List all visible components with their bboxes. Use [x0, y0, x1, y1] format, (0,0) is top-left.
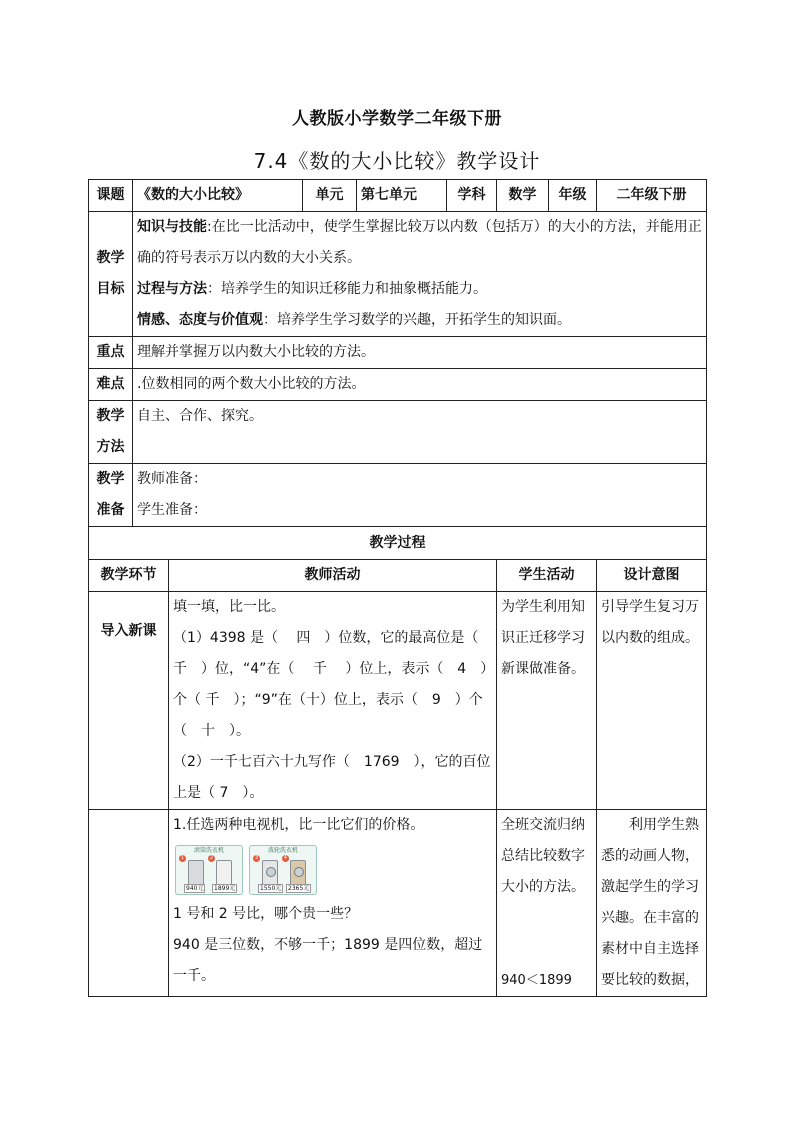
goal-emotion-text: ：培养学生学习数学的兴趣，开拓学生的知识面。 — [263, 312, 571, 328]
info-row — [89, 180, 707, 212]
compare-row — [89, 810, 707, 997]
intro-stage-label: 导入新课 — [100, 623, 157, 639]
compare-student-text: 全班交流归纳总结比较数字大小的方法。 — [501, 817, 585, 895]
intro-student: 为学生利用知识正迁移学习新课做准备。 — [497, 592, 597, 810]
process-header-row — [89, 560, 707, 592]
intro-line-2: （1）4398 是（ 四 ）位数，它的最高位是（ 千 ）位，“4”在（ 千 ）位上，表示（ 4 ）个（ 千 ）；“9”在（十）位上，表示（ 9 ）个（ 十 ）。 — [173, 630, 493, 739]
washing-machine-3-icon — [262, 860, 278, 886]
goal-process-label: 过程与方法 — [137, 281, 207, 297]
compare-student — [497, 810, 597, 997]
method-label-line1: 教学 — [96, 408, 125, 424]
prep-row — [89, 464, 707, 527]
goal-process — [137, 274, 702, 305]
unit-label: 单元 — [303, 180, 357, 212]
subject-label: 学科 — [447, 180, 497, 212]
goal-emotion — [137, 305, 702, 336]
intro-line-1: 填一填，比一比。 — [173, 599, 285, 615]
goal-knowledge-label: 知识与技能 — [137, 219, 207, 235]
col-stage-header: 教学环节 — [89, 560, 169, 592]
goal-emotion-label: 情感、态度与价值观 — [137, 312, 263, 328]
document-title: 人教版小学数学二年级下册 — [292, 109, 502, 129]
subject-value: 数学 — [497, 180, 549, 212]
prep-label-line1: 教学 — [96, 471, 125, 487]
goals-label-line1: 教学 — [96, 250, 125, 266]
process-title: 教学过程 — [89, 527, 707, 560]
key-point-row — [89, 337, 707, 369]
unit-value: 第七单元 — [357, 180, 447, 212]
key-point-label: 重点 — [89, 337, 133, 369]
compare-student-result: 940＜1899 — [501, 973, 572, 988]
compare-stage — [89, 810, 169, 997]
product-3-price: 1550元 — [260, 885, 282, 892]
goals-row — [89, 212, 707, 337]
goal-knowledge — [137, 212, 702, 274]
product-4-number: 4 — [283, 855, 288, 861]
grade-label: 年级 — [549, 180, 597, 212]
intro-teacher — [169, 592, 497, 810]
prep-student: 学生准备： — [137, 502, 207, 518]
method-label — [89, 401, 133, 464]
intro-line-3: （2）一千七百六十九写作（ 1769 ），它的百位上是（ 7 ）。 — [173, 754, 491, 801]
compare-teacher — [169, 810, 497, 997]
lesson-plan-table — [88, 179, 707, 997]
method-label-line2: 方法 — [96, 439, 125, 455]
difficulty-label: 难点 — [89, 369, 133, 401]
product-2-price: 1899元 — [214, 885, 236, 892]
goal-knowledge-text: :在比一比活动中，使学生掌握比较万以内数（包括万）的大小的方法，并能用正确的符号表示万以内数的大小关系。 — [137, 219, 702, 266]
goals-label — [89, 212, 133, 337]
difficulty-row — [89, 369, 707, 401]
compare-line-1: 1.任选两种电视机，比一比它们的价格。 — [173, 817, 425, 833]
method-text: 自主、合作、探究。 — [133, 401, 707, 464]
prep-teacher: 教师准备： — [137, 471, 207, 487]
prep-content — [133, 464, 707, 527]
intro-intent: 引导学生复习万以内数的组成。 — [597, 592, 707, 810]
prep-label — [89, 464, 133, 527]
topic-value: 《数的大小比较》 — [133, 180, 303, 212]
product-1-price: 940元 — [186, 885, 204, 892]
goals-content — [133, 212, 707, 337]
product-images — [175, 845, 492, 895]
compare-intent: 利用学生熟悉的动画人物，激起学生的学习兴趣。在丰富的素材中自主选择要比较的数据， — [597, 810, 707, 997]
goals-label-line2: 目标 — [96, 281, 125, 297]
product-2-number: 2 — [209, 855, 214, 861]
process-title-row — [89, 527, 707, 560]
method-row — [89, 401, 707, 464]
key-point-text: 理解并掌握万以内数大小比较的方法。 — [133, 337, 707, 369]
intro-row — [89, 592, 707, 810]
difficulty-text: .位数相同的两个数大小比较的方法。 — [133, 369, 707, 401]
product-group-2 — [249, 845, 317, 895]
document-subtitle: 7.4《数的大小比较》教学设计 — [253, 149, 541, 173]
washing-machine-2-icon — [216, 860, 232, 886]
col-intent-header: 设计意图 — [597, 560, 707, 592]
prep-label-line2: 准备 — [96, 502, 125, 518]
product-group-1 — [175, 845, 243, 895]
goal-process-text: ：培养学生的知识迁移能力和抽象概括能力。 — [207, 281, 487, 297]
compare-line-3: 940 是三位数，不够一千；1899 是四位数，超过一千。 — [173, 937, 483, 984]
compare-line-2: 1 号和 2 号比，哪个贵一些？ — [173, 906, 359, 922]
product-group-1-title: 滚筒洗衣机 — [193, 847, 224, 854]
washing-machine-4-icon — [290, 860, 306, 886]
col-teacher-header: 教师活动 — [169, 560, 497, 592]
product-4-price: 2365元 — [288, 885, 310, 892]
intro-stage — [89, 592, 169, 810]
washing-machine-1-icon — [188, 860, 204, 886]
product-3-number: 3 — [254, 855, 259, 861]
product-1-number: 1 — [180, 855, 185, 861]
product-group-2-title: 波轮洗衣机 — [267, 847, 298, 854]
topic-label: 课题 — [89, 180, 133, 212]
grade-value: 二年级下册 — [597, 180, 707, 212]
col-student-header: 学生活动 — [497, 560, 597, 592]
